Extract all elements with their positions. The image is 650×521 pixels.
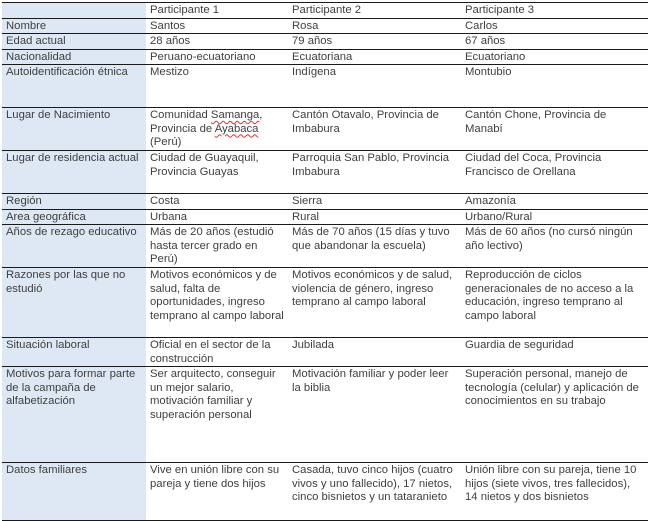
cell-participant-3: Reproducción de ciclos generacionales de no acceso a la educación, ingreso temprano al campo laboral xyxy=(461,268,648,338)
spellcheck-word: Samanga xyxy=(210,109,260,121)
header-participant-1: Participante 1 xyxy=(146,3,288,19)
cell-participant-1: Mestizo xyxy=(146,65,288,108)
cell-participant-2: 79 años xyxy=(288,34,461,50)
cell-participant-1: Ciudad de Guayaquil, Provincia Guayas xyxy=(146,151,288,194)
cell-participant-1: Motivos económicos y de salud, falta de oportunidades, ingreso temprano al campo laboral xyxy=(146,268,288,338)
row-label: Datos familiares xyxy=(2,463,146,521)
cell-participant-1: Santos xyxy=(146,18,288,34)
cell-participant-3: Ecuatoriano xyxy=(461,49,648,65)
table-row xyxy=(2,18,648,34)
table-row xyxy=(2,151,648,194)
cell-participant-1: Peruano-ecuatoriano xyxy=(146,49,288,65)
row-label: Motivos para formar parte de la campaña de alfabetización xyxy=(2,367,146,463)
header-participant-2: Participante 2 xyxy=(288,3,461,19)
row-label: Nacionalidad xyxy=(2,49,146,65)
cell-participant-1: Urbana xyxy=(146,209,288,225)
birthplace-text: (Perú) xyxy=(150,136,182,148)
cell-participant-3: Amazonía xyxy=(461,194,648,210)
birthplace-text: Comunidad xyxy=(150,109,211,121)
table-row xyxy=(2,225,648,268)
row-label: Años de rezago educativo xyxy=(2,225,146,268)
cell-participant-1: Más de 20 años (estudió hasta tercer grado en Perú) xyxy=(146,225,288,268)
table-row xyxy=(2,338,648,367)
cell-participant-3: Ciudad del Coca, Provincia Francisco de Orellana xyxy=(461,151,648,194)
cell-participant-2: Jubilada xyxy=(288,338,461,367)
cell-participant-2: Sierra xyxy=(288,194,461,210)
birthplace-text: , Provincia de xyxy=(150,109,263,135)
table-row xyxy=(2,34,648,50)
table-row xyxy=(2,49,648,65)
cell-participant-1: Ser arquitecto, conseguir un mejor salario, motivación familiar y superación personal xyxy=(146,367,288,463)
table-row xyxy=(2,209,648,225)
cell-participant-3: Más de 60 años (no cursó ningún año lectivo) xyxy=(461,225,648,268)
cell-participant-3: Guardia de seguridad xyxy=(461,338,648,367)
cell-participant-1: Oficial en el sector de la construcción xyxy=(146,338,288,367)
cell-participant-2: Parroquia San Pablo, Provincia Imbabura xyxy=(288,151,461,194)
table-row xyxy=(2,194,648,210)
cell-participant-3: Carlos xyxy=(461,18,648,34)
cell-participant-3: 67 años xyxy=(461,34,648,50)
cell-participant-2: Cantón Otavalo, Provincia de Imbabura xyxy=(288,108,461,151)
cell-participant-2: Motivos económicos y de salud, violencia de género, ingreso temprano al campo laboral xyxy=(288,268,461,338)
cell-participant-3: Unión libre con su pareja, tiene 10 hijos (siete vivos, tres fallecidos), 14 nietos y dos bisnietos xyxy=(461,463,648,521)
header-row xyxy=(2,3,648,19)
table-row xyxy=(2,108,648,151)
cell-participant-1: 28 años xyxy=(146,34,288,50)
cell-participant-1: Vive en unión libre con su pareja y tiene dos hijos xyxy=(146,463,288,521)
cell-participant-3: Urbano/Rural xyxy=(461,209,648,225)
participants-table xyxy=(2,2,648,521)
header-corner xyxy=(2,3,146,19)
cell-participant-2: Motivación familiar y poder leer la biblia xyxy=(288,367,461,463)
row-label: Nombre xyxy=(2,18,146,34)
table-row xyxy=(2,367,648,463)
row-label: Lugar de Nacimiento xyxy=(2,108,146,151)
spellcheck-word: Ayabaca xyxy=(214,122,259,135)
row-label: Razones por las que no estudió xyxy=(2,268,146,338)
cell-participant-2: Indígena xyxy=(288,65,461,108)
cell-participant-3: Superación personal, manejo de tecnología (celular) y aplicación de conocimientos en su trabajo xyxy=(461,367,648,463)
row-label: Edad actual xyxy=(2,34,146,50)
row-label: Lugar de residencia actual xyxy=(2,151,146,194)
cell-participant-3: Cantón Chone, Provincia de Manabí xyxy=(461,108,648,151)
cell-participant-2: Rural xyxy=(288,209,461,225)
cell-participant-1 xyxy=(146,108,288,151)
table-row xyxy=(2,268,648,338)
row-label: Area geográfica xyxy=(2,209,146,225)
table-row xyxy=(2,65,648,108)
cell-participant-1: Costa xyxy=(146,194,288,210)
table-row xyxy=(2,463,648,521)
cell-participant-2: Ecuatoriana xyxy=(288,49,461,65)
row-label: Autoidentificación étnica xyxy=(2,65,146,108)
cell-participant-3: Montubio xyxy=(461,65,648,108)
row-label: Región xyxy=(2,194,146,210)
header-participant-3: Participante 3 xyxy=(461,3,648,19)
cell-participant-2: Casada, tuvo cinco hijos (cuatro vivos y uno fallecido), 17 nietos, cinco bisnietos y un tataranieto xyxy=(288,463,461,521)
cell-participant-2: Más de 70 años (15 días y tuvo que abandonar la escuela) xyxy=(288,225,461,268)
row-label: Situación laboral xyxy=(2,338,146,367)
cell-participant-2: Rosa xyxy=(288,18,461,34)
